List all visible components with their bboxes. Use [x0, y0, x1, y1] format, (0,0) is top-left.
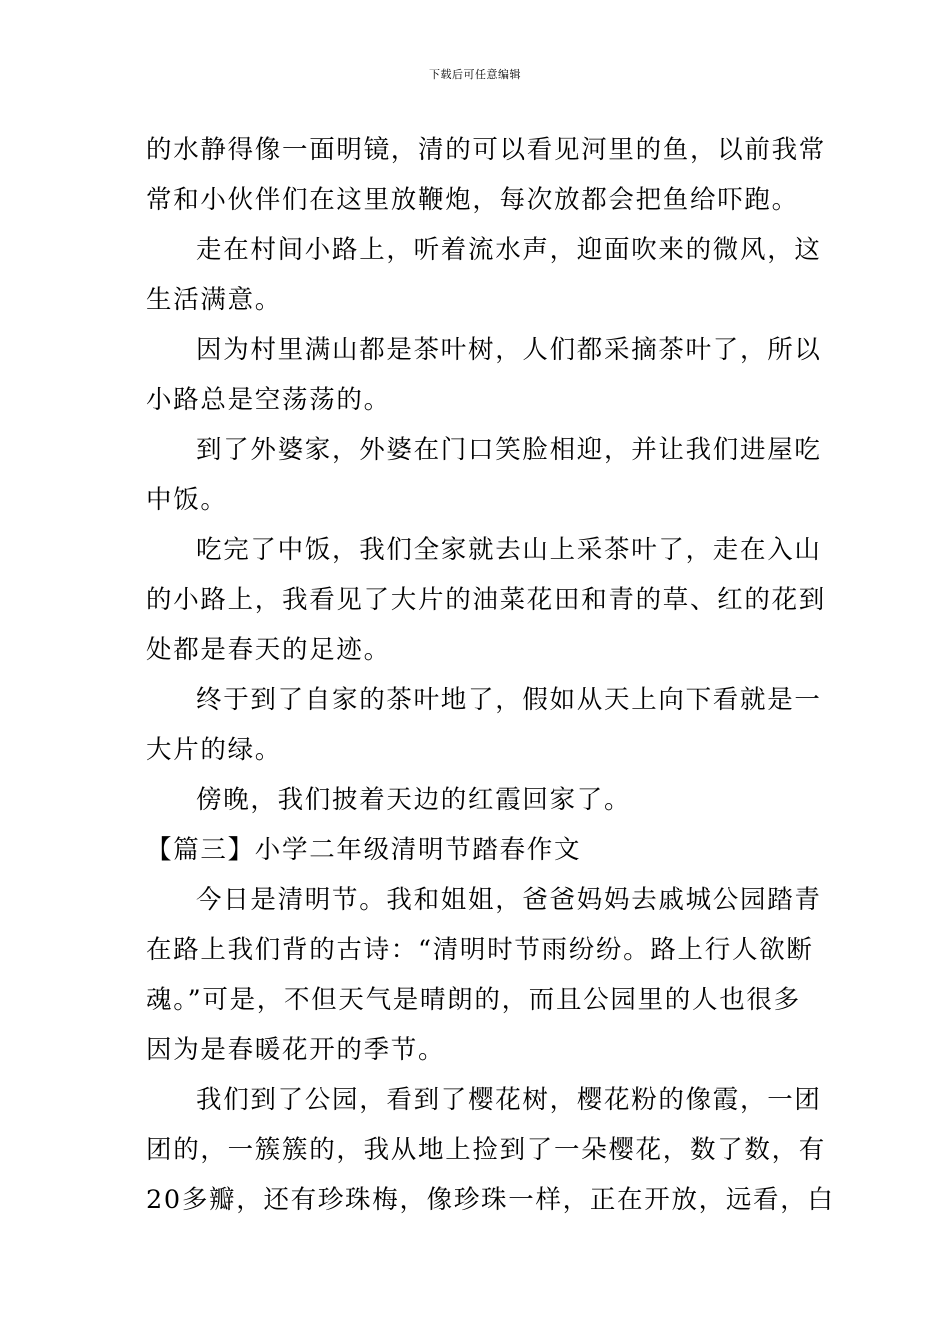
text-line: 常和小伙伴们在这里放鞭炮，每次放都会把鱼给吓跑。 — [146, 185, 799, 215]
paragraph-first-line: 终于到了自家的茶叶地了，假如从天上向下看就是一 — [196, 685, 822, 715]
text-line: 生活满意。 — [146, 285, 283, 315]
text-line: 魂。”可是，不但天气是晴朗的，而且公园里的人也很多 — [146, 985, 801, 1015]
text-line: 团的，一簇簇的，我从地上捡到了一朵樱花，数了数，有 — [146, 1135, 827, 1165]
page-header: 下载后可任意编辑 — [429, 68, 521, 81]
paragraph-first-line: 我们到了公园，看到了樱花树，樱花粉的像霞，一团 — [196, 1085, 822, 1115]
text-line: 的小路上，我看见了大片的油菜花田和青的草、红的花到 — [146, 585, 827, 615]
text-line: 因为是春暖花开的季节。 — [146, 1035, 446, 1065]
paragraph-first-line: 吃完了中饭，我们全家就去山上采茶叶了，走在入山 — [196, 535, 822, 565]
paragraph-first-line: 到了外婆家，外婆在门口笑脸相迎，并让我们进屋吃 — [196, 435, 822, 465]
text-line: 20多瓣，还有珍珠梅，像珍珠一样，正在开放，远看，白 — [146, 1185, 835, 1215]
text-line: 大片的绿。 — [146, 735, 283, 765]
paragraph-first-line: 今日是清明节。我和姐姐，爸爸妈妈去戚城公园踏青 — [196, 885, 822, 915]
text-line: 小路总是空荡荡的。 — [146, 385, 391, 415]
paragraph-first-line: 因为村里满山都是茶叶树，人们都采摘茶叶了，所以 — [196, 335, 822, 365]
text-line: 在路上我们背的古诗：“清明时节雨纷纷。路上行人欲断 — [146, 935, 814, 965]
paragraph-first-line: 傍晚，我们披着天边的红霞回家了。 — [196, 785, 632, 815]
text-line: 中饭。 — [146, 485, 228, 515]
paragraph-first-line: 走在村间小路上，听着流水声，迎面吹来的微风，这 — [196, 235, 822, 265]
text-line: 的水静得像一面明镜，清的可以看见河里的鱼，以前我常 — [146, 135, 827, 165]
text-line: 处都是春天的足迹。 — [146, 635, 391, 665]
section-heading: 【篇三】小学二年级清明节踏春作文 — [146, 835, 582, 865]
